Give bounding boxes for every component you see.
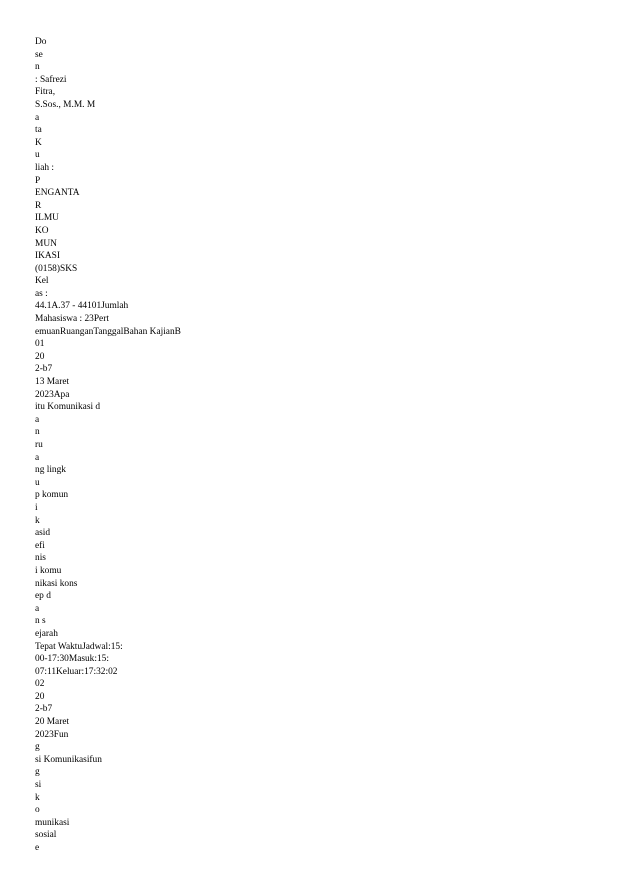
text-line: u [35, 150, 40, 161]
text-line: emuanRuanganTanggalBahan KajianB [35, 326, 181, 337]
text-line: n [35, 62, 40, 73]
text-line: ep d [35, 591, 51, 602]
text-line: a [35, 452, 40, 463]
text-line: Do [35, 37, 47, 47]
text-line: a [35, 603, 40, 614]
text-line: Tepat WaktuJadwal:15: [35, 641, 123, 652]
text-line: se [35, 49, 43, 60]
text-line: ta [35, 125, 42, 136]
text-line: K [35, 137, 42, 148]
text-line: 20 Maret [35, 717, 70, 728]
text-line: 00-17:30Masuk:15: [35, 654, 109, 665]
text-line: 01 [35, 339, 45, 350]
text-line: 44.1A.37 - 44101Jumlah [35, 301, 129, 312]
text-line: sosial [35, 830, 57, 841]
text-line: KO [35, 225, 49, 236]
text-line: ENGANTA [35, 188, 80, 199]
text-line: 2023Apa [35, 389, 70, 400]
text-line: 2-b7 [35, 704, 53, 715]
text-line: 13 Maret [35, 377, 70, 388]
text-line: e [35, 843, 40, 853]
text-line: a [35, 414, 40, 425]
text-line: si Komunikasifun [35, 754, 102, 765]
text-line: P [35, 175, 41, 186]
text-line: Fitra, [35, 87, 56, 98]
text-line: n [35, 427, 40, 438]
text-line: i komu [35, 565, 62, 576]
document-text-column [35, 36, 335, 855]
text-line: R [35, 200, 42, 211]
text-line: i [35, 502, 38, 513]
text-line: g [35, 742, 40, 753]
text-line: Mahasiswa : 23Pert [35, 314, 109, 325]
text-line: IKASI [35, 251, 60, 262]
text-line: 2-b7 [35, 364, 53, 375]
text-line: 07:11Keluar:17:32:02 [35, 666, 118, 677]
text-line: asid [35, 528, 51, 539]
text-line: (0158)SKS [35, 263, 78, 274]
text-line: k [35, 515, 40, 526]
text-line: 20 [35, 691, 45, 702]
text-line: munikasi [35, 817, 70, 828]
text-line: si [35, 780, 42, 791]
text-line: S.Sos., M.M. M [35, 99, 96, 110]
text-line: itu Komunikasi d [35, 402, 101, 413]
text-line: 2023Fun [35, 729, 69, 740]
text-line: u [35, 477, 40, 488]
text-line: ejarah [35, 628, 58, 639]
text-line: k [35, 792, 40, 803]
text-line: liah : [35, 162, 55, 173]
text-line: ng lingk [35, 465, 66, 476]
text-line: efi [35, 540, 45, 551]
text-line: as : [35, 288, 48, 299]
text-line: MUN [35, 238, 57, 249]
text-line: : Safrezi [35, 74, 67, 85]
text-line: n s [35, 616, 46, 627]
text-line: 02 [35, 679, 45, 690]
text-line: nikasi kons [35, 578, 78, 589]
text-line: a [35, 112, 40, 123]
text-line: 20 [35, 351, 45, 362]
text-line: p komun [35, 490, 69, 501]
text-line: g [35, 767, 40, 778]
text-line: nis [35, 553, 46, 564]
text-line: Kel [35, 276, 49, 287]
text-line: ILMU [35, 213, 59, 224]
text-line: o [35, 805, 40, 816]
text-line: ru [35, 440, 43, 450]
